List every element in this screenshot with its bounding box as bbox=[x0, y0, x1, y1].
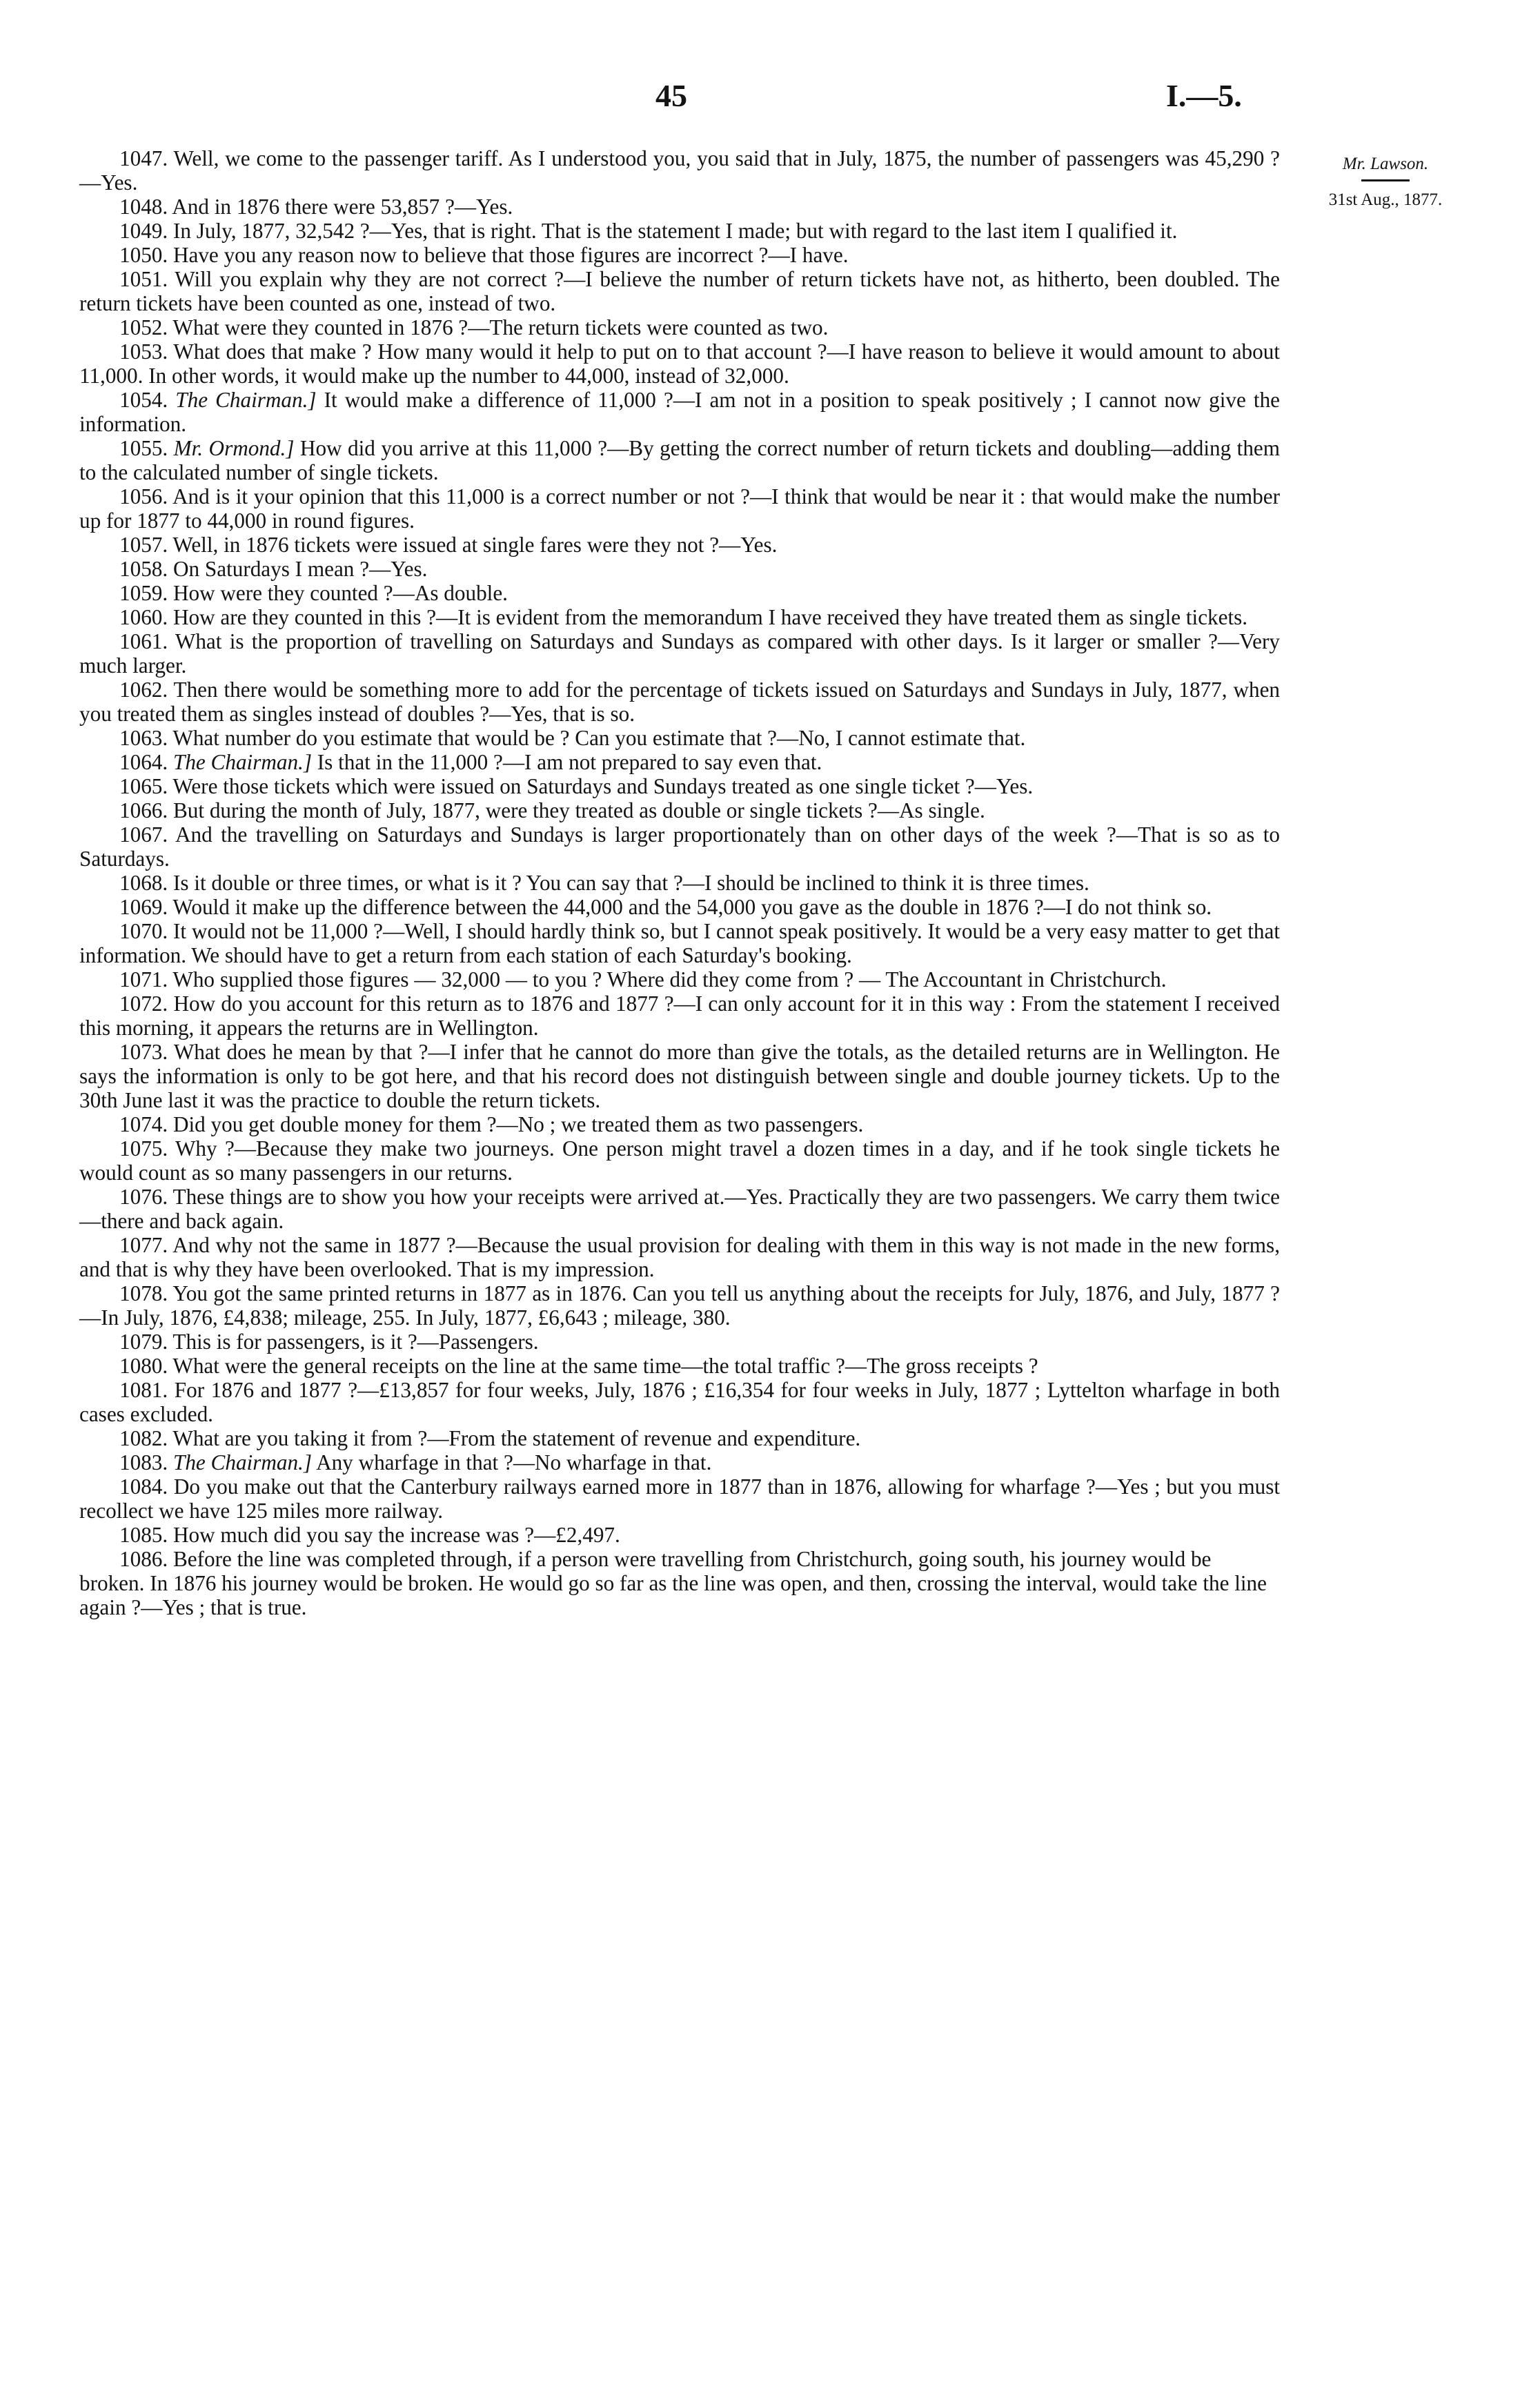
speaker-label: Mr. Ormond.] bbox=[173, 436, 295, 460]
question-number: 1075. bbox=[119, 1136, 168, 1161]
question-number: 1066. bbox=[119, 798, 168, 822]
question-text: What were they counted in 1876 ?—The return tickets were counted as two. bbox=[172, 315, 829, 339]
question-paragraph bbox=[79, 1112, 1280, 1136]
question-text: And in 1876 there were 53,857 ?—Yes. bbox=[172, 195, 513, 219]
question-paragraph bbox=[79, 1474, 1280, 1523]
question-paragraph bbox=[79, 1547, 1280, 1619]
question-number: 1054. bbox=[119, 388, 168, 412]
question-number: 1086. bbox=[119, 1547, 168, 1571]
question-paragraph bbox=[79, 678, 1280, 726]
question-number: 1082. bbox=[119, 1426, 168, 1450]
question-paragraph bbox=[79, 484, 1280, 533]
speaker-label: The Chairman.] bbox=[172, 750, 312, 774]
question-text: And why not the same in 1877 ?—Because the usual provision for dealing with them in this way is not made in the new forms, and that is why they have been overlooked. That is my impression. bbox=[79, 1233, 1280, 1281]
question-text: Then there would be something more to add for the percentage of tickets issued on Saturdays and Sundays in July, 1877, when you treated them as singles instead of doubles ?—Yes, that is so. bbox=[79, 678, 1281, 726]
question-paragraph bbox=[79, 895, 1280, 919]
question-text: Did you get double money for them ?—No ; we treated them as two passengers. bbox=[172, 1112, 864, 1136]
question-paragraph bbox=[79, 1233, 1280, 1281]
question-text: You got the same printed returns in 1877 as in 1876. Can you tell us anything about the receipts for July, 1876, and July, 1877 ?—In July, 1876, £4,838; mileage, 255. In July, 1877, £6,643 ; mileage, 380. bbox=[79, 1281, 1280, 1330]
question-number: 1050. bbox=[119, 243, 168, 267]
question-text: Any wharfage in that ?—No wharfage in that. bbox=[316, 1450, 712, 1474]
question-number: 1065. bbox=[119, 774, 168, 798]
page-number: 45 bbox=[655, 78, 687, 113]
question-number: 1076. bbox=[119, 1185, 168, 1209]
speaker-label: The Chairman.] bbox=[175, 388, 317, 412]
question-text: These things are to show you how your receipts were arrived at.—Yes. Practically they are two passengers. We carry them twice—there and back again. bbox=[79, 1185, 1280, 1233]
question-paragraph bbox=[79, 581, 1280, 605]
question-paragraph bbox=[79, 1330, 1280, 1354]
question-number: 1074. bbox=[119, 1112, 168, 1136]
question-number: 1059. bbox=[119, 581, 168, 605]
question-text: How are they counted in this ?—It is evident from the memorandum I have received they have treated them as single tickets. bbox=[172, 605, 1248, 629]
question-paragraph bbox=[79, 339, 1280, 388]
question-paragraph bbox=[79, 436, 1280, 484]
question-paragraph bbox=[79, 750, 1280, 774]
question-number: 1067. bbox=[119, 822, 168, 847]
question-paragraph bbox=[79, 629, 1280, 678]
question-text: And the travelling on Saturdays and Sundays is larger proportionately than on other days of the week ?—That is so as to Saturdays. bbox=[79, 822, 1281, 871]
question-paragraph bbox=[79, 533, 1280, 557]
margin-note bbox=[1310, 150, 1461, 212]
question-text: Would it make up the difference between the 44,000 and the 54,000 you gave as the double in 1876 ?—I do not think so. bbox=[172, 895, 1212, 919]
question-number: 1047. bbox=[119, 146, 168, 170]
question-number: 1053. bbox=[119, 339, 168, 364]
question-text: It would not be 11,000 ?—Well, I should hardly think so, but I cannot speak positively. It would be a very easy matter to get that information. We should have to get a return from each station of each Saturday's booking. bbox=[79, 919, 1281, 967]
question-number: 1063. bbox=[119, 726, 168, 750]
question-paragraph bbox=[79, 798, 1280, 822]
question-text: What number do you estimate that would be ? Can you estimate that ?—No, I cannot estimate that. bbox=[172, 726, 1026, 750]
question-number: 1057. bbox=[119, 533, 168, 557]
question-number: 1078. bbox=[119, 1281, 168, 1305]
question-number: 1048. bbox=[119, 195, 168, 219]
question-text: How much did you say the increase was ?—£2,497. bbox=[172, 1523, 620, 1547]
question-number: 1083. bbox=[119, 1450, 168, 1474]
question-text: This is for passengers, is it ?—Passengers. bbox=[172, 1330, 539, 1354]
question-text: It would make a difference of 11,000 ?—I am not in a position to speak positively ; I cannot now give the information. bbox=[79, 388, 1281, 436]
question-text: In July, 1877, 32,542 ?—Yes, that is right. That is the statement I made; but with regard to the last item I qualified it. bbox=[172, 219, 1178, 243]
question-paragraph bbox=[79, 774, 1280, 798]
question-number: 1069. bbox=[119, 895, 168, 919]
question-text: What does he mean by that ?—I infer that he cannot do more than give the totals, as the detailed returns are in Wellington. He says the information is only to be got here, and that his record does not distinguish between single and double journey tickets. Up to the 30th June last it was the practice to double the return tickets. bbox=[79, 1040, 1281, 1112]
question-paragraph bbox=[79, 219, 1280, 243]
question-number: 1077. bbox=[119, 1233, 168, 1257]
question-paragraph bbox=[79, 871, 1280, 895]
question-text: And is it your opinion that this 11,000 is a correct number or not ?—I think that would be near it : that would make the number up for 1877 to 44,000 in round figures. bbox=[79, 484, 1280, 533]
question-paragraph bbox=[79, 822, 1280, 871]
question-text: Who supplied those figures — 32,000 — to you ? Where did they come from ? — The Accountant in Christchurch. bbox=[172, 967, 1167, 991]
question-number: 1060. bbox=[119, 605, 168, 629]
question-text: Have you any reason now to believe that those figures are incorrect ?—I have. bbox=[172, 243, 849, 267]
question-number: 1058. bbox=[119, 557, 168, 581]
question-number: 1084. bbox=[119, 1474, 168, 1499]
question-number: 1049. bbox=[119, 219, 168, 243]
question-number: 1073. bbox=[119, 1040, 168, 1064]
question-text: What are you taking it from ?—From the statement of revenue and expenditure. bbox=[172, 1426, 861, 1450]
question-number: 1081. bbox=[119, 1378, 168, 1402]
question-number: 1061. bbox=[119, 629, 168, 653]
question-paragraph bbox=[79, 243, 1280, 267]
question-text: Do you make out that the Canterbury railways earned more in 1877 than in 1876, allowing for wharfage ?—Yes ; but you must recollect we have 125 miles more railway. bbox=[79, 1474, 1280, 1523]
question-number: 1068. bbox=[119, 871, 168, 895]
page-header bbox=[0, 77, 1540, 126]
question-paragraph bbox=[79, 1040, 1280, 1112]
question-text: On Saturdays I mean ?—Yes. bbox=[172, 557, 428, 581]
question-number: 1051. bbox=[119, 267, 168, 291]
question-number: 1080. bbox=[119, 1354, 168, 1378]
question-number: 1062. bbox=[119, 678, 168, 702]
question-text: For 1876 and 1877 ?—£13,857 for four weeks, July, 1876 ; £16,354 for four weeks in July, 1877 ; Lyttelton wharfage in both cases excluded. bbox=[79, 1378, 1281, 1426]
question-paragraph bbox=[79, 1378, 1280, 1426]
question-paragraph bbox=[79, 1136, 1280, 1185]
question-paragraph bbox=[79, 1450, 1280, 1474]
question-number: 1055. bbox=[119, 436, 168, 460]
question-paragraph bbox=[79, 991, 1280, 1040]
question-paragraph bbox=[79, 146, 1280, 195]
question-paragraph bbox=[79, 726, 1280, 750]
question-text: How do you account for this return as to 1876 and 1877 ?—I can only account for it in this way : From the statement I received this morning, it appears the returns are in Wellington. bbox=[79, 991, 1280, 1040]
question-text: Were those tickets which were issued on Saturdays and Sundays treated as one single ticket ?—Yes. bbox=[172, 774, 1034, 798]
question-number: 1085. bbox=[119, 1523, 168, 1547]
margin-witness-name: Mr. Lawson. bbox=[1342, 155, 1429, 173]
question-paragraph bbox=[79, 1426, 1280, 1450]
question-text: What is the proportion of travelling on Saturdays and Sundays as compared with other days. Is it larger or smaller ?—Very much larger. bbox=[79, 629, 1280, 678]
question-paragraph bbox=[79, 1281, 1280, 1330]
question-number: 1064. bbox=[119, 750, 168, 774]
question-number: 1079. bbox=[119, 1330, 168, 1354]
speaker-label: The Chairman.] bbox=[172, 1450, 312, 1474]
margin-date: 31st Aug., 1877. bbox=[1328, 190, 1443, 209]
question-paragraph bbox=[79, 919, 1280, 967]
question-number: 1071. bbox=[119, 967, 168, 991]
margin-divider bbox=[1361, 179, 1410, 181]
question-paragraph bbox=[79, 967, 1280, 991]
question-paragraph bbox=[79, 388, 1280, 436]
question-paragraph bbox=[79, 267, 1280, 315]
question-paragraph bbox=[79, 315, 1280, 339]
question-paragraph bbox=[79, 1523, 1280, 1547]
question-text: How were they counted ?—As double. bbox=[172, 581, 508, 605]
question-text: How did you arrive at this 11,000 ?—By getting the correct number of return tickets and doubling—adding them to the calculated number of single tickets. bbox=[79, 436, 1281, 484]
question-text: Is it double or three times, or what is it ? You can say that ?—I should be inclined to think it is three times. bbox=[172, 871, 1089, 895]
question-number: 1056. bbox=[119, 484, 168, 509]
paper-reference: I.—5. bbox=[1166, 78, 1242, 113]
question-number: 1072. bbox=[119, 991, 168, 1016]
question-text: Well, in 1876 tickets were issued at single fares were they not ?—Yes. bbox=[172, 533, 778, 557]
testimony-body bbox=[79, 146, 1280, 1619]
question-paragraph bbox=[79, 557, 1280, 581]
question-paragraph bbox=[79, 605, 1280, 629]
question-text: Well, we come to the passenger tariff. As I understood you, you said that in July, 1875, the number of passengers was 45,290 ?—Yes. bbox=[79, 146, 1281, 195]
question-text: Will you explain why they are not correct ?—I believe the number of return tickets have not, as hitherto, been doubled. The return tickets have been counted as one, instead of two. bbox=[79, 267, 1281, 315]
question-paragraph bbox=[79, 195, 1280, 219]
question-text: Why ?—Because they make two journeys. One person might travel a dozen times in a day, and if he took single tickets he would count as so many passengers in our returns. bbox=[79, 1136, 1281, 1185]
question-number: 1070. bbox=[119, 919, 168, 943]
question-number: 1052. bbox=[119, 315, 168, 339]
question-paragraph bbox=[79, 1185, 1280, 1233]
question-paragraph bbox=[79, 1354, 1280, 1378]
question-text: But during the month of July, 1877, were they treated as double or single tickets ?—As single. bbox=[172, 798, 985, 822]
question-text: Before the line was completed through, if a person were travelling from Christchurch, going south, his journey would be broken. In 1876 his journey would be broken. He would go so far as the line was open, and then, crossing the interval, would take the line again ?—Yes ; that is true. bbox=[79, 1547, 1267, 1619]
question-text: What does that make ? How many would it help to put on to that account ?—I have reason to believe it would amount to about 11,000. In other words, it would make up the number to 44,000, instead of 32,000. bbox=[79, 339, 1280, 388]
question-text: Is that in the 11,000 ?—I am not prepared to say even that. bbox=[317, 750, 822, 774]
question-text: What were the general receipts on the line at the same time—the total traffic ?—The gross receipts ? bbox=[172, 1354, 1038, 1378]
